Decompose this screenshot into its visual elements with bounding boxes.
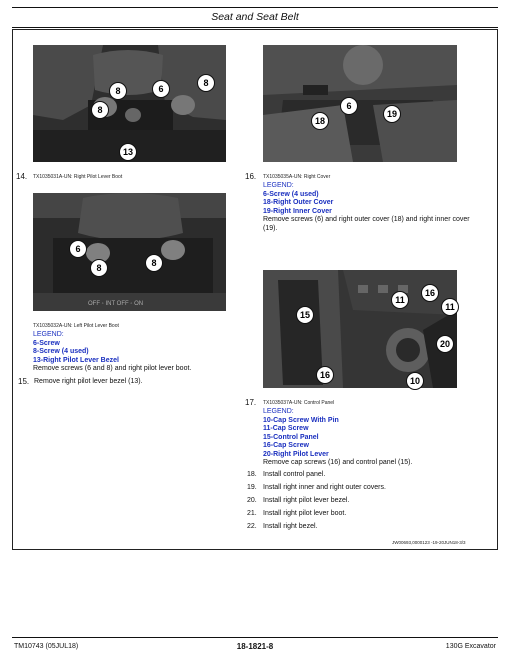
final-step <box>247 497 349 504</box>
legend-item: 18-Right Outer Cover <box>263 199 334 206</box>
callout-20: 20 <box>436 335 454 353</box>
legend-step-16 <box>263 182 483 233</box>
header-bottom-rule <box>12 27 498 28</box>
legend-item: 6-Screw (4 used) <box>263 190 319 198</box>
footer-page-number: 18-1821-8 <box>236 642 274 651</box>
callout-6: 6 <box>69 240 87 258</box>
callout-8: 8 <box>90 259 108 277</box>
step-text: Remove right pilot lever bezel (13). <box>34 378 143 385</box>
callout-18: 18 <box>311 112 329 130</box>
step-number: 20. <box>247 497 257 504</box>
step-number: 21. <box>247 510 257 517</box>
callout-8: 8 <box>145 254 163 272</box>
figure-caption: TX1035031A-UN: Right Pilot Lever Boot <box>33 174 123 180</box>
callout-8: 8 <box>109 82 127 100</box>
step-number: 14. <box>16 172 28 181</box>
step-text: Install right pilot lever boot. <box>263 510 347 517</box>
callout-11: 11 <box>441 298 459 316</box>
figure-caption: TX1035035A-UN: Right Cover <box>263 174 331 180</box>
photo-left-pilot-lever-boot <box>33 193 226 311</box>
document-reference: JW00693,0000123 -19-20JUN18-3/3 <box>392 540 466 545</box>
figure-caption: TX1035037A-UN: Control Panel <box>263 400 335 406</box>
photo-right-cover <box>263 45 457 162</box>
callout-6: 6 <box>152 80 170 98</box>
callout-11: 11 <box>391 291 409 309</box>
step-text: Install right bezel. <box>263 523 318 530</box>
step-text: Install right pilot lever bezel. <box>263 497 350 504</box>
final-step <box>247 510 346 517</box>
legend-item: 8-Screw (4 used) <box>33 348 89 355</box>
page-title: Seat and Seat Belt <box>211 11 299 23</box>
step-number: 22. <box>247 523 257 530</box>
instruction-text: Remove screws (6) and right outer cover (18) and right inner cover (19). <box>263 216 470 232</box>
callout-16: 16 <box>421 284 439 302</box>
legend-title: LEGEND: <box>33 331 64 338</box>
legend-item: 20-Right Pilot Lever <box>263 450 329 458</box>
legend-left-boot <box>33 331 243 374</box>
legend-step-17 <box>263 408 483 468</box>
step-number: 17. <box>245 398 257 407</box>
step-text: Install control panel. <box>263 471 326 478</box>
footer-rule <box>12 637 498 638</box>
callout-13: 13 <box>119 143 137 161</box>
callout-6: 6 <box>340 97 358 115</box>
footer-model: 130G Excavator <box>445 643 496 650</box>
instruction-text: Remove screws (6 and 8) and right pilot lever boot. <box>33 365 192 372</box>
callout-8: 8 <box>197 74 215 92</box>
footer-manual-id: TM10743 (05JUL18) <box>14 643 79 650</box>
legend-item: 16-Cap Screw <box>263 442 309 449</box>
legend-item: 10-Cap Screw With Pin <box>263 416 339 424</box>
legend-item: 6-Screw <box>33 339 60 347</box>
final-step <box>247 471 325 478</box>
figure-caption: TX1035032A-UN: Left Pilot Lever Boot <box>33 323 119 329</box>
instruction-text: Remove cap screws (16) and control panel (15). <box>263 459 413 466</box>
legend-item: 13-Right Pilot Lever Bezel <box>33 356 119 364</box>
callout-10: 10 <box>406 372 424 390</box>
legend-item: 11-Cap Screw <box>263 425 309 432</box>
step-number: 16. <box>245 172 257 181</box>
step-text: Install right inner and right outer covers. <box>263 484 386 491</box>
svg-text:OFF ◦ INT OFF ◦ ON: OFF ◦ INT OFF ◦ ON <box>88 301 144 307</box>
legend-item: 19-Right Inner Cover <box>263 207 332 215</box>
step-number: 19. <box>247 484 257 491</box>
callout-8: 8 <box>91 101 109 119</box>
callout-15: 15 <box>296 306 314 324</box>
legend-title: LEGEND: <box>263 408 294 415</box>
header-top-rule <box>12 7 498 8</box>
final-step <box>247 523 317 530</box>
step-number: 15. <box>18 377 30 386</box>
legend-title: LEGEND: <box>263 182 294 189</box>
callout-16: 16 <box>316 366 334 384</box>
step-number: 18. <box>247 471 257 478</box>
final-step <box>247 484 386 491</box>
callout-19: 19 <box>383 105 401 123</box>
legend-item: 15-Control Panel <box>263 433 319 441</box>
